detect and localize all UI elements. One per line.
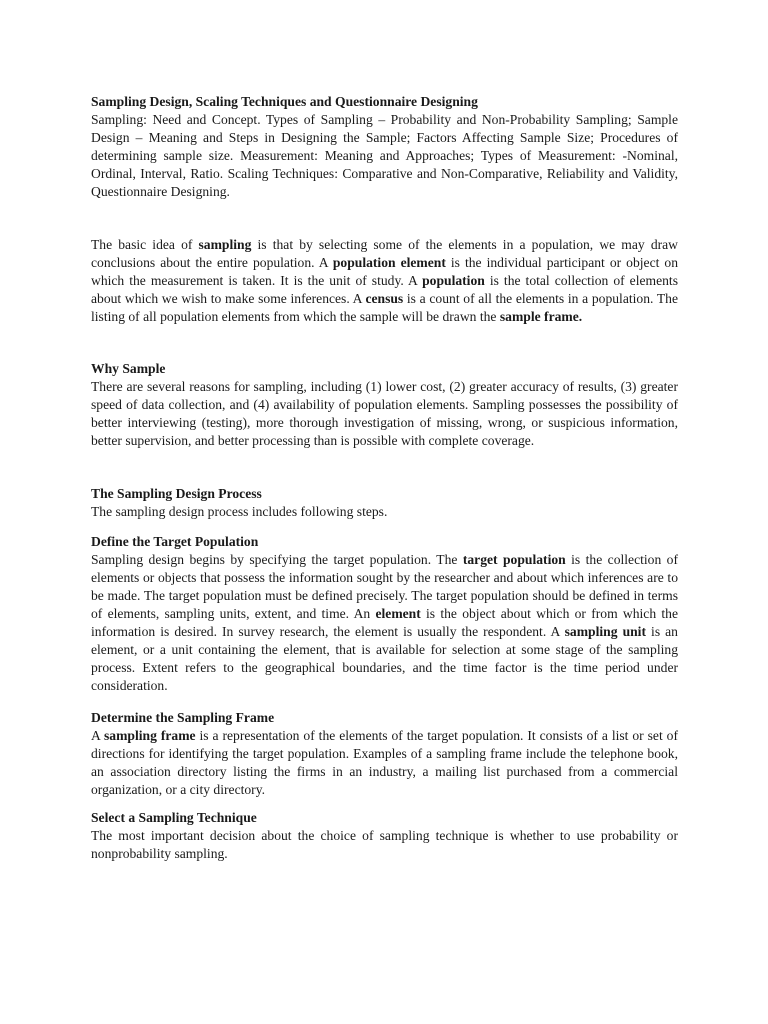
sampling-process-heading: The Sampling Design Process [91, 485, 262, 501]
why-sample-heading: Why Sample [91, 361, 166, 377]
target-population-paragraph: Sampling design begins by specifying the target population. The target population is the collection of elements or objects that possess the information sought by the researcher and about which inferences are to be made. The target population must be defined precisely. The target population should be defined in terms of elements, sampling units, extent, and time. An element is the object about which or from which the information is desired. In survey research, the element is usually the respondent. A sampling unit is an element, or a unit containing the element, that is available for selection at some stage of the sampling process. Extent refers to the geographical boundaries, and the time factor is the time period under consideration. [91, 551, 679, 694]
term-sampling-frame: sampling frame [104, 727, 196, 743]
basic-idea-paragraph: The basic idea of sampling is that by selecting some of the elements in a population, we may draw conclusions about the entire population. A population element is the individual participant or object on which the measurement is taken. It is the unit of study. A population is the total collection of elements about which we wish to make some inferences. A census is a count of all the elements in a population. The listing of all population elements from which the sample will be drawn the sample frame. [91, 236, 678, 324]
sampling-technique-paragraph: The most important decision about the choice of sampling technique is whether to use probability or nonprobability sampling. [91, 828, 678, 862]
sampling-technique-section [91, 809, 678, 863]
term-census: census [365, 290, 404, 306]
why-sample-paragraph: There are several reasons for sampling, including (1) lower cost, (2) greater accuracy of results, (3) greater speed of data collection, and (4) availability of population elements. Sampling possesses the possibility of better interviewing (testing), more thorough investigation of missing, wrong, or suspicious information, better supervision, and better processing than is possible with complete coverage. [91, 379, 678, 449]
why-sample-section [91, 360, 678, 450]
target-population-heading: Define the Target Population [91, 533, 259, 549]
term-population-element: population element [332, 254, 446, 270]
syllabus-paragraph: Sampling: Need and Concept. Types of Sampling – Probability and Non-Probability Sampling; Sample Design – Meaning and Steps in Designing the Sample; Factors Affecting Sample Size; Procedures of determining sample size. Measurement: Meaning and Approaches; Types of Measurement: -Nominal, Ordinal, Interval, Ratio. Scaling Techniques: Comparative and Non-Comparative, Reliability and Validity, Questionnaire Designing. [91, 112, 678, 200]
intro-section [91, 93, 678, 202]
sampling-process-intro: The sampling design process includes following steps. [91, 503, 388, 519]
sampling-frame-heading: Determine the Sampling Frame [91, 709, 275, 725]
term-element: element [375, 606, 421, 622]
document-title: Sampling Design, Scaling Techniques and Questionnaire Designing [91, 94, 478, 109]
term-sample-frame: sample frame. [499, 308, 583, 324]
sampling-frame-paragraph: A sampling frame is a representation of the elements of the target population. It consists of a list or set of directions for identifying the target population. Examples of a sampling frame include the telephone book, an association directory listing the firms in an industry, a mailing list purchased from a commercial organization, or a city directory. [91, 727, 679, 797]
term-sampling-unit: sampling unit [564, 624, 646, 640]
term-target-population: target population [462, 551, 566, 567]
basic-idea-section [91, 236, 678, 326]
term-population: population [422, 272, 485, 288]
sampling-process-section [91, 485, 678, 521]
target-population-section [91, 533, 678, 696]
term-sampling: sampling [198, 236, 252, 252]
sampling-frame-section [91, 709, 678, 799]
sampling-technique-heading: Select a Sampling Technique [91, 810, 257, 825]
